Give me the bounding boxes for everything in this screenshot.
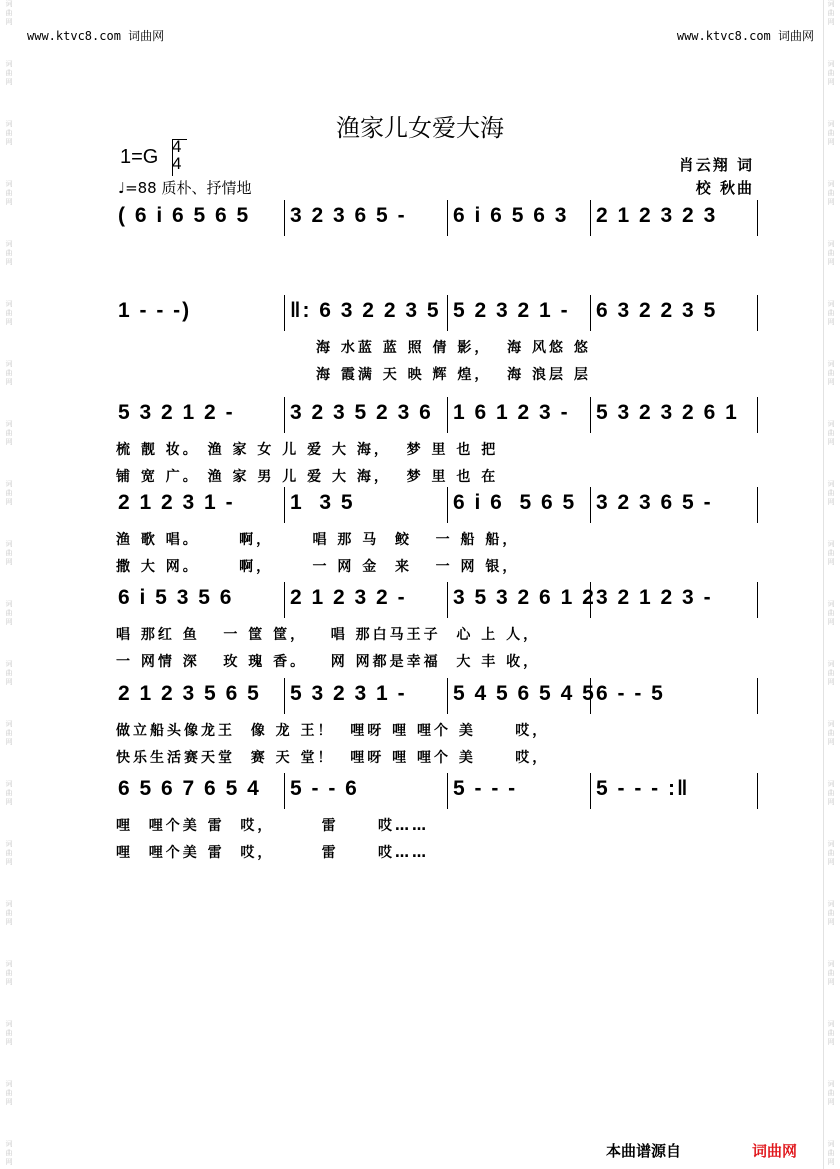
watermark: 词 曲 网 (827, 600, 835, 626)
barline (284, 678, 285, 714)
footer-site-logo: 词曲网 (752, 1142, 798, 1160)
barline (447, 773, 448, 809)
score-line (112, 295, 757, 331)
watermark: 词 曲 网 (827, 480, 835, 506)
right-watermark-strip (824, 0, 838, 1169)
header-site-left: www.ktvc8.com 词曲网 (27, 29, 165, 43)
measure-notes: 6 5 6 7 6 5 4 (118, 777, 261, 800)
watermark: 词 曲 网 (827, 180, 835, 206)
lyric-line: 撒 大 网。 啊， 一 网 金 来 一 网 银， (116, 559, 520, 575)
watermark: 词 曲 网 (5, 240, 13, 266)
watermark: 词 曲 网 (5, 780, 13, 806)
watermark: 词 曲 网 (827, 1020, 835, 1046)
measure-notes: 2 1 2 3 2 3 (596, 204, 718, 227)
watermark: 词 曲 网 (5, 0, 13, 26)
watermark: 词 曲 网 (827, 60, 835, 86)
measure-notes: ( 6 i 6 5 6 5 (118, 204, 251, 227)
watermark: 词 曲 网 (827, 1140, 835, 1166)
score-line (112, 397, 757, 433)
watermark: 词 曲 网 (5, 660, 13, 686)
measure-notes: 5 3 2 3 2 6 1 (596, 401, 739, 424)
watermark: 词 曲 网 (5, 960, 13, 986)
barline (447, 582, 448, 618)
watermark: 词 曲 网 (5, 540, 13, 566)
time-signature-top: 4 (172, 137, 182, 156)
barline (447, 678, 448, 714)
page-border-line (823, 0, 824, 1169)
barline (447, 295, 448, 331)
barline (284, 200, 285, 236)
watermark: 词 曲 网 (5, 420, 13, 446)
measure-notes: 3 2 3 5 2 3 6 (290, 401, 433, 424)
barline (757, 773, 758, 809)
watermark: 词 曲 网 (5, 180, 13, 206)
measure-notes: 6 i 6 5 6 3 (453, 204, 569, 227)
measure-notes: 1 6 1 2 3 - (453, 401, 570, 424)
measure-notes: 1 - - -) (118, 299, 192, 322)
score-line (112, 678, 757, 714)
measure-notes: 5 - - 6 (290, 777, 359, 800)
watermark: 词 曲 网 (5, 840, 13, 866)
watermark: 词 曲 网 (827, 540, 835, 566)
time-signature-divider (172, 139, 187, 176)
barline (447, 487, 448, 523)
barline (757, 678, 758, 714)
barline (284, 295, 285, 331)
header-site-right: www.ktvc8.com 词曲网 (676, 29, 814, 43)
barline (284, 773, 285, 809)
watermark: 词 曲 网 (827, 0, 835, 26)
watermark: 词 曲 网 (5, 300, 13, 326)
lyricist-credit: 肖云翔 词 (678, 156, 754, 174)
measure-notes: 5 3 2 1 2 - (118, 401, 235, 424)
barline (757, 295, 758, 331)
watermark: 词 曲 网 (827, 840, 835, 866)
song-title: 渔家儿女爱大海 (336, 114, 504, 142)
time-signature (172, 138, 181, 172)
measure-notes: 5 2 3 2 1 - (453, 299, 570, 322)
measure-notes: 1 3 5 (290, 491, 355, 514)
watermark: 词 曲 网 (827, 660, 835, 686)
barline (284, 582, 285, 618)
watermark: 词 曲 网 (827, 780, 835, 806)
measure-notes: ‖: 6 3 2 2 3 5 (290, 299, 441, 322)
left-watermark-strip (2, 0, 16, 1169)
measure-notes: 6 i 6 5 6 5 (453, 491, 577, 514)
barline (590, 397, 591, 433)
watermark: 词 曲 网 (5, 360, 13, 386)
watermark: 词 曲 网 (827, 960, 835, 986)
time-signature-bottom: 4 (172, 154, 182, 173)
barline (590, 773, 591, 809)
measure-notes: 3 2 3 6 5 - (290, 204, 407, 227)
barline (284, 397, 285, 433)
score-line (112, 773, 757, 809)
lyric-line: 海 霞满 天 映 辉 煌， 海 浪层 层 (316, 367, 591, 383)
watermark: 词 曲 网 (5, 720, 13, 746)
lyric-line: 做立船头像龙王 像 龙 王！ 哩呀 哩 哩个 美 哎， (116, 723, 550, 739)
barline (590, 295, 591, 331)
barline (757, 200, 758, 236)
lyric-line: 哩 哩个美 雷 哎， 雷 哎…… (116, 818, 429, 834)
measure-notes: 6 - - 5 (596, 682, 665, 705)
footer-source-label: 本曲谱源自 (606, 1142, 682, 1160)
measure-notes: 6 3 2 2 3 5 (596, 299, 718, 322)
lyric-line: 一 网情 深 玫 瑰 香。 网 网都是幸福 大 丰 收， (116, 654, 541, 670)
lyric-line: 梳 靓 妆。 渔 家 女 儿 爱 大 海， 梦 里 也 把 (116, 442, 499, 458)
measure-notes: 3 2 3 6 5 - (596, 491, 713, 514)
barline (590, 487, 591, 523)
lyric-line: 快乐生活赛天堂 赛 天 堂！ 哩呀 哩 哩个 美 哎， (116, 750, 550, 766)
barline (590, 200, 591, 236)
watermark: 词 曲 网 (827, 1080, 835, 1106)
barline (447, 397, 448, 433)
watermark: 词 曲 网 (827, 420, 835, 446)
watermark: 词 曲 网 (5, 1140, 13, 1166)
watermark: 词 曲 网 (5, 900, 13, 926)
measure-notes: 5 - - - :‖ (596, 777, 690, 800)
measure-notes: 3 2 1 2 3 - (596, 586, 713, 609)
watermark: 词 曲 网 (5, 60, 13, 86)
lyric-line: 铺 宽 广。 渔 家 男 儿 爱 大 海， 梦 里 也 在 (116, 469, 499, 485)
measure-notes: 2 1 2 3 1 - (118, 491, 235, 514)
barline (447, 200, 448, 236)
watermark: 词 曲 网 (5, 1080, 13, 1106)
watermark: 词 曲 网 (5, 480, 13, 506)
measure-notes: 3 5 3 2 6 1 2 (453, 586, 596, 609)
composer-credit: 校 秋曲 (695, 179, 754, 197)
watermark: 词 曲 网 (827, 240, 835, 266)
barline (284, 487, 285, 523)
lyric-line: 哩 哩个美 雷 哎， 雷 哎…… (116, 845, 429, 861)
score-line (112, 487, 757, 523)
barline (757, 397, 758, 433)
watermark: 词 曲 网 (5, 120, 13, 146)
tempo-marking: ♩=88 质朴、抒情地 (118, 179, 252, 197)
measure-notes: 5 4 5 6 5 4 5 (453, 682, 596, 705)
watermark: 词 曲 网 (827, 300, 835, 326)
measure-notes: 5 3 2 3 1 - (290, 682, 407, 705)
measure-notes: 5 - - - (453, 777, 518, 800)
watermark: 词 曲 网 (827, 120, 835, 146)
measure-notes: 2 1 2 3 2 - (290, 586, 407, 609)
score-line (112, 200, 757, 236)
score-line (112, 582, 757, 618)
barline (757, 582, 758, 618)
lyric-line: 海 水蓝 蓝 照 倩 影， 海 风悠 悠 (316, 340, 591, 356)
lyric-line: 渔 歌 唱。 啊， 唱 那 马 鲛 一 船 船， (116, 532, 520, 548)
watermark: 词 曲 网 (5, 600, 13, 626)
watermark: 词 曲 网 (827, 360, 835, 386)
measure-notes: 6 i 5 3 5 6 (118, 586, 234, 609)
measure-notes: 2 1 2 3 5 6 5 (118, 682, 261, 705)
barline (757, 487, 758, 523)
lyric-line: 唱 那红 鱼 一 筐 筐， 唱 那白马王子 心 上 人， (116, 627, 541, 643)
watermark: 词 曲 网 (827, 900, 835, 926)
watermark: 词 曲 网 (827, 720, 835, 746)
key-signature: 1=G (120, 146, 159, 168)
watermark: 词 曲 网 (5, 1020, 13, 1046)
